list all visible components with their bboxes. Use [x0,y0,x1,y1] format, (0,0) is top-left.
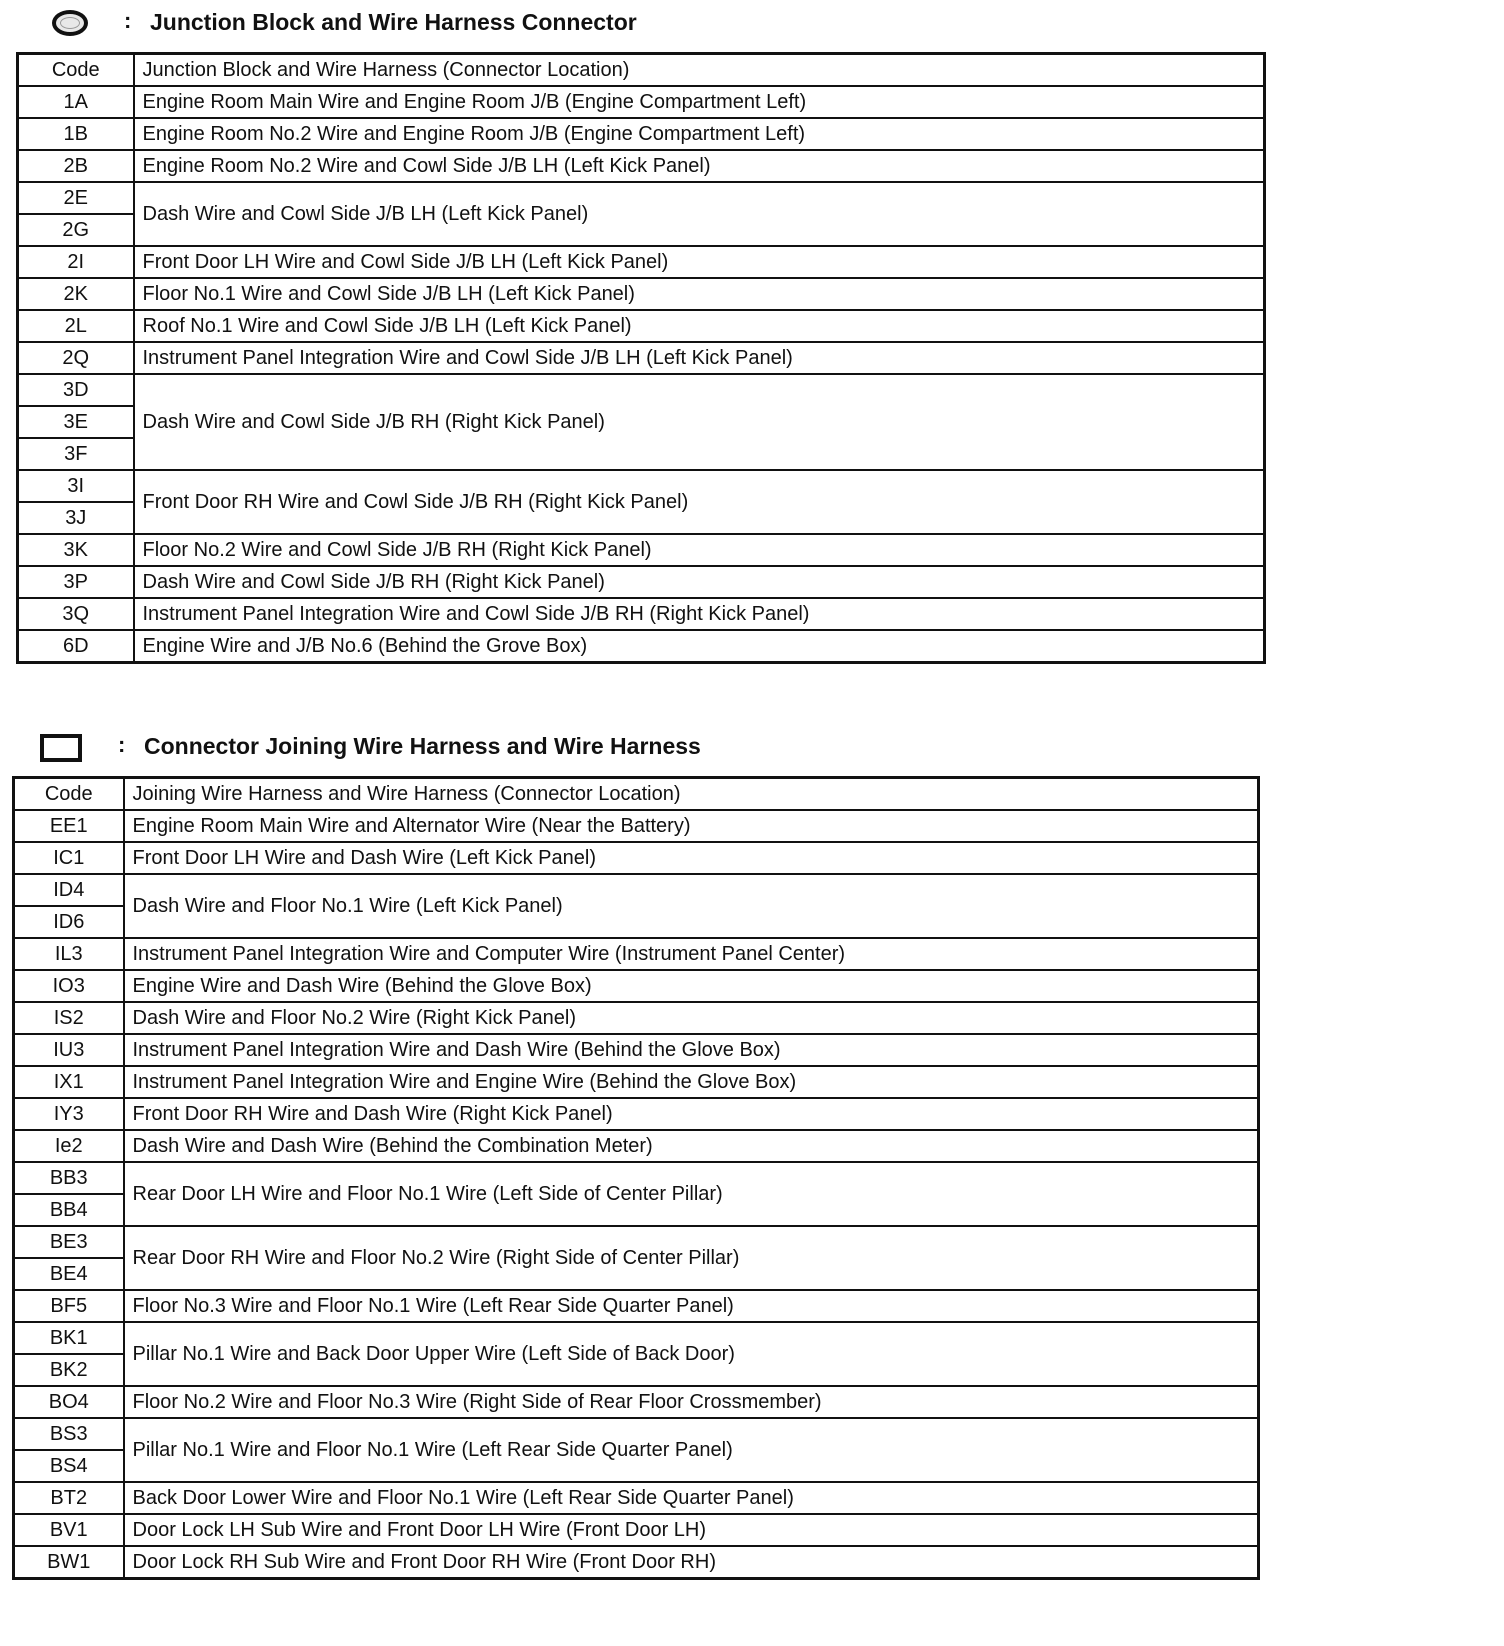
connector-code-cell: 1B [18,118,134,150]
connector-code-cell: 2I [18,246,134,278]
heading-colon: : [118,732,126,757]
connector-code-cell: 6D [18,630,134,663]
section-title: Connector Joining Wire Harness and Wire Harness [144,733,701,759]
connector-code-cell: 2G [18,214,134,246]
connector-location-cell: Pillar No.1 Wire and Back Door Upper Wire (Left Side of Back Door) [124,1322,1259,1386]
connector-code-cell: BT2 [14,1482,124,1514]
table-row [18,630,1265,663]
connector-location-cell: Rear Door RH Wire and Floor No.2 Wire (Right Side of Center Pillar) [124,1226,1259,1290]
table-row [18,470,1265,502]
table-row [18,182,1265,214]
connector-code-cell: ID6 [14,906,124,938]
connector-joining-heading [12,724,1260,776]
connector-code-cell: 2B [18,150,134,182]
connector-location-cell: Pillar No.1 Wire and Floor No.1 Wire (Left Rear Side Quarter Panel) [124,1418,1259,1482]
connector-location-cell: Instrument Panel Integration Wire and Computer Wire (Instrument Panel Center) [124,938,1259,970]
connector-location-cell: Engine Wire and J/B No.6 (Behind the Grove Box) [134,630,1265,663]
table-row [14,1002,1259,1034]
connector-joining-table [12,776,1260,1580]
table-row [18,566,1265,598]
connector-code-cell: IC1 [14,842,124,874]
connector-code-cell: BO4 [14,1386,124,1418]
connector-location-cell: Engine Room No.2 Wire and Engine Room J/B (Engine Compartment Left) [134,118,1265,150]
wire-connector-icon [40,734,82,762]
table-row [18,86,1265,118]
connector-location-cell: Dash Wire and Dash Wire (Behind the Combination Meter) [124,1130,1259,1162]
table-row [14,1482,1259,1514]
connector-code-cell: 3I [18,470,134,502]
junction-block-heading [16,0,1266,52]
table-header-row [18,54,1265,87]
table-row [18,310,1265,342]
connector-location-cell: Dash Wire and Cowl Side J/B LH (Left Kick Panel) [134,182,1265,246]
connector-code-cell: IU3 [14,1034,124,1066]
table-row [14,1546,1259,1579]
table-row [14,970,1259,1002]
connector-location-cell: Instrument Panel Integration Wire and Engine Wire (Behind the Glove Box) [124,1066,1259,1098]
connector-code-cell: 3Q [18,598,134,630]
table-row [18,150,1265,182]
connector-location-cell: Floor No.3 Wire and Floor No.1 Wire (Left Rear Side Quarter Panel) [124,1290,1259,1322]
connector-code-cell: 2L [18,310,134,342]
connector-code-cell: 2Q [18,342,134,374]
connector-code-cell: 3E [18,406,134,438]
connector-code-cell: BE3 [14,1226,124,1258]
connector-location-cell: Dash Wire and Floor No.1 Wire (Left Kick Panel) [124,874,1259,938]
table-row [14,1162,1259,1194]
connector-location-cell: Front Door RH Wire and Cowl Side J/B RH (Right Kick Panel) [134,470,1265,534]
connector-code-cell: BW1 [14,1546,124,1579]
connector-location-cell: Floor No.2 Wire and Floor No.3 Wire (Right Side of Rear Floor Crossmember) [124,1386,1259,1418]
connector-code-cell: IX1 [14,1066,124,1098]
table-row [14,1386,1259,1418]
table-row [14,874,1259,906]
junction-block-table [16,52,1266,664]
connector-code-cell: BK1 [14,1322,124,1354]
connector-location-cell: Floor No.1 Wire and Cowl Side J/B LH (Left Kick Panel) [134,278,1265,310]
connector-location-cell: Dash Wire and Floor No.2 Wire (Right Kick Panel) [124,1002,1259,1034]
connector-code-cell: IO3 [14,970,124,1002]
connector-location-cell: Dash Wire and Cowl Side J/B RH (Right Kick Panel) [134,566,1265,598]
connector-code-cell: 3F [18,438,134,470]
heading-colon: : [124,8,132,33]
connector-joining-section [12,724,1260,1580]
table-row [18,342,1265,374]
table-row [18,598,1265,630]
table-row [14,1514,1259,1546]
connector-location-cell: Roof No.1 Wire and Cowl Side J/B LH (Left Kick Panel) [134,310,1265,342]
connector-code-cell: 1A [18,86,134,118]
connector-code-cell: 3J [18,502,134,534]
connector-location-cell: Front Door LH Wire and Dash Wire (Left Kick Panel) [124,842,1259,874]
connector-code-cell: 2K [18,278,134,310]
description-column-header: Junction Block and Wire Harness (Connector Location) [134,54,1265,87]
table-row [14,1066,1259,1098]
table-row [14,1130,1259,1162]
table-row [14,1226,1259,1258]
connector-location-cell: Instrument Panel Integration Wire and Dash Wire (Behind the Glove Box) [124,1034,1259,1066]
connector-code-cell: ID4 [14,874,124,906]
connector-code-cell: BS3 [14,1418,124,1450]
connector-code-cell: BE4 [14,1258,124,1290]
connector-code-cell: Ie2 [14,1130,124,1162]
table-row [14,1322,1259,1354]
description-column-header: Joining Wire Harness and Wire Harness (Connector Location) [124,778,1259,811]
connector-code-cell: IL3 [14,938,124,970]
connector-code-cell: IS2 [14,1002,124,1034]
table-row [18,118,1265,150]
connector-location-cell: Instrument Panel Integration Wire and Cowl Side J/B LH (Left Kick Panel) [134,342,1265,374]
connector-location-cell: Engine Wire and Dash Wire (Behind the Glove Box) [124,970,1259,1002]
table-row [14,1034,1259,1066]
connector-code-cell: BS4 [14,1450,124,1482]
connector-code-cell: 2E [18,182,134,214]
code-column-header: Code [18,54,134,87]
code-column-header: Code [14,778,124,811]
connector-location-cell: Rear Door LH Wire and Floor No.1 Wire (Left Side of Center Pillar) [124,1162,1259,1226]
junction-block-connector-icon [52,10,88,36]
connector-code-cell: EE1 [14,810,124,842]
section-title: Junction Block and Wire Harness Connector [150,9,637,35]
table-row [14,1290,1259,1322]
table-row [14,938,1259,970]
connector-location-cell: Door Lock RH Sub Wire and Front Door RH Wire (Front Door RH) [124,1546,1259,1579]
connector-location-cell: Engine Room No.2 Wire and Cowl Side J/B LH (Left Kick Panel) [134,150,1265,182]
connector-code-cell: 3P [18,566,134,598]
table-row [14,810,1259,842]
connector-location-cell: Door Lock LH Sub Wire and Front Door LH Wire (Front Door LH) [124,1514,1259,1546]
connector-location-cell: Front Door LH Wire and Cowl Side J/B LH (Left Kick Panel) [134,246,1265,278]
connector-code-cell: 3K [18,534,134,566]
connector-location-cell: Front Door RH Wire and Dash Wire (Right Kick Panel) [124,1098,1259,1130]
connector-code-cell: BF5 [14,1290,124,1322]
connector-code-cell: BV1 [14,1514,124,1546]
connector-code-cell: BK2 [14,1354,124,1386]
table-row [18,278,1265,310]
connector-location-cell: Engine Room Main Wire and Engine Room J/B (Engine Compartment Left) [134,86,1265,118]
table-row [14,1418,1259,1450]
table-row [18,246,1265,278]
connector-location-cell: Instrument Panel Integration Wire and Cowl Side J/B RH (Right Kick Panel) [134,598,1265,630]
connector-location-cell: Dash Wire and Cowl Side J/B RH (Right Kick Panel) [134,374,1265,470]
table-row [18,374,1265,406]
connector-code-cell: BB3 [14,1162,124,1194]
connector-code-cell: IY3 [14,1098,124,1130]
connector-code-cell: BB4 [14,1194,124,1226]
connector-location-cell: Floor No.2 Wire and Cowl Side J/B RH (Right Kick Panel) [134,534,1265,566]
connector-location-cell: Back Door Lower Wire and Floor No.1 Wire (Left Rear Side Quarter Panel) [124,1482,1259,1514]
table-header-row [14,778,1259,811]
table-row [14,842,1259,874]
table-row [18,534,1265,566]
connector-location-cell: Engine Room Main Wire and Alternator Wire (Near the Battery) [124,810,1259,842]
table-row [14,1098,1259,1130]
junction-block-section [16,0,1266,664]
connector-code-cell: 3D [18,374,134,406]
